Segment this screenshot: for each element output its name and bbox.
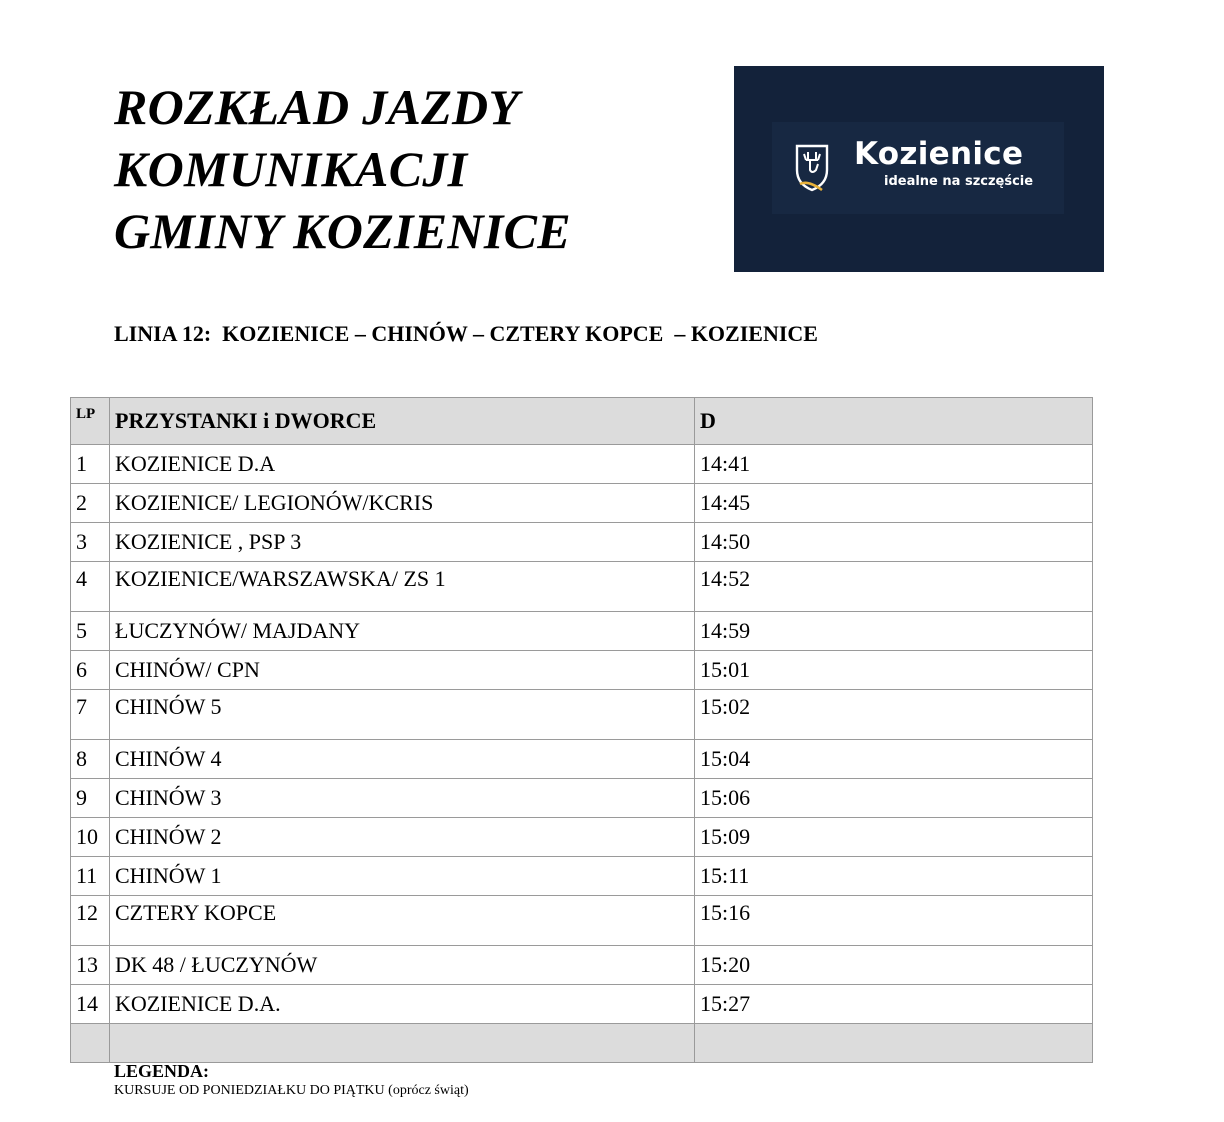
table-row bbox=[71, 779, 1093, 818]
logo-inner bbox=[772, 122, 1064, 214]
row-time: 15:01 bbox=[695, 651, 1093, 690]
row-time: 15:16 bbox=[695, 896, 1093, 946]
row-stop: CHINÓW 2 bbox=[110, 818, 695, 857]
row-lp: 11 bbox=[71, 857, 110, 896]
row-lp: 3 bbox=[71, 523, 110, 562]
title-line-3: GMINY KOZIENICE bbox=[114, 203, 571, 259]
row-lp: 9 bbox=[71, 779, 110, 818]
logo-name: Kozienice bbox=[854, 136, 1024, 172]
row-lp: 6 bbox=[71, 651, 110, 690]
footer-cell-lp bbox=[71, 1024, 110, 1063]
footer-cell-stop bbox=[110, 1024, 695, 1063]
row-stop: CHINÓW/ CPN bbox=[110, 651, 695, 690]
row-stop: CHINÓW 3 bbox=[110, 779, 695, 818]
row-lp: 2 bbox=[71, 484, 110, 523]
row-time: 14:50 bbox=[695, 523, 1093, 562]
table-row bbox=[71, 484, 1093, 523]
row-stop: KOZIENICE D.A bbox=[110, 445, 695, 484]
row-lp: 7 bbox=[71, 690, 110, 740]
legend-text: KURSUJE OD PONIEDZIAŁKU DO PIĄTKU (oprócz świąt) bbox=[114, 1083, 469, 1098]
row-stop: CZTERY KOPCE bbox=[110, 896, 695, 946]
table-row bbox=[71, 985, 1093, 1024]
table-row bbox=[71, 651, 1093, 690]
table-row bbox=[71, 523, 1093, 562]
legend-title: LEGENDA: bbox=[114, 1061, 210, 1081]
row-stop: CHINÓW 5 bbox=[110, 690, 695, 740]
footer-cell-time bbox=[695, 1024, 1093, 1063]
table-footer-row bbox=[71, 1024, 1093, 1063]
row-lp: 5 bbox=[71, 612, 110, 651]
table-row bbox=[71, 445, 1093, 484]
table-row bbox=[71, 740, 1093, 779]
row-time: 14:45 bbox=[695, 484, 1093, 523]
table-row bbox=[71, 612, 1093, 651]
table-row bbox=[71, 690, 1093, 740]
row-time: 15:02 bbox=[695, 690, 1093, 740]
table-row bbox=[71, 896, 1093, 946]
column-header-stops: PRZYSTANKI i DWORCE bbox=[110, 398, 695, 445]
column-header-time: D bbox=[695, 398, 1093, 445]
row-stop: KOZIENICE/ LEGIONÓW/KCRIS bbox=[110, 484, 695, 523]
row-stop: ŁUCZYNÓW/ MAJDANY bbox=[110, 612, 695, 651]
row-time: 15:09 bbox=[695, 818, 1093, 857]
row-stop: CHINÓW 4 bbox=[110, 740, 695, 779]
title-line-1: ROZKŁAD JAZDY bbox=[114, 79, 520, 135]
deer-shield-icon bbox=[794, 140, 830, 194]
row-stop: KOZIENICE , PSP 3 bbox=[110, 523, 695, 562]
row-stop: DK 48 / ŁUCZYNÓW bbox=[110, 946, 695, 985]
column-header-lp: LP bbox=[71, 398, 110, 445]
line-heading: LINIA 12: KOZIENICE – CHINÓW – CZTERY KOPCE – KOZIENICE bbox=[114, 321, 818, 346]
row-stop: CHINÓW 1 bbox=[110, 857, 695, 896]
row-lp: 10 bbox=[71, 818, 110, 857]
title-line-2: KOMUNIKACJI bbox=[114, 141, 468, 197]
table-row bbox=[71, 562, 1093, 612]
row-stop: KOZIENICE/WARSZAWSKA/ ZS 1 bbox=[110, 562, 695, 612]
table-row bbox=[71, 818, 1093, 857]
row-time: 15:11 bbox=[695, 857, 1093, 896]
row-time: 15:04 bbox=[695, 740, 1093, 779]
row-time: 14:59 bbox=[695, 612, 1093, 651]
table-row bbox=[71, 946, 1093, 985]
kozienice-logo bbox=[734, 66, 1104, 272]
row-lp: 13 bbox=[71, 946, 110, 985]
row-time: 15:27 bbox=[695, 985, 1093, 1024]
logo-tagline: idealne na szczęście bbox=[884, 174, 1034, 189]
page-title bbox=[114, 76, 571, 262]
row-lp: 1 bbox=[71, 445, 110, 484]
row-lp: 4 bbox=[71, 562, 110, 612]
table-header-row bbox=[71, 398, 1093, 445]
row-stop: KOZIENICE D.A. bbox=[110, 985, 695, 1024]
row-lp: 12 bbox=[71, 896, 110, 946]
row-time: 15:20 bbox=[695, 946, 1093, 985]
row-time: 14:52 bbox=[695, 562, 1093, 612]
timetable bbox=[70, 397, 1093, 1063]
row-time: 14:41 bbox=[695, 445, 1093, 484]
row-lp: 14 bbox=[71, 985, 110, 1024]
row-time: 15:06 bbox=[695, 779, 1093, 818]
row-lp: 8 bbox=[71, 740, 110, 779]
table-row bbox=[71, 857, 1093, 896]
